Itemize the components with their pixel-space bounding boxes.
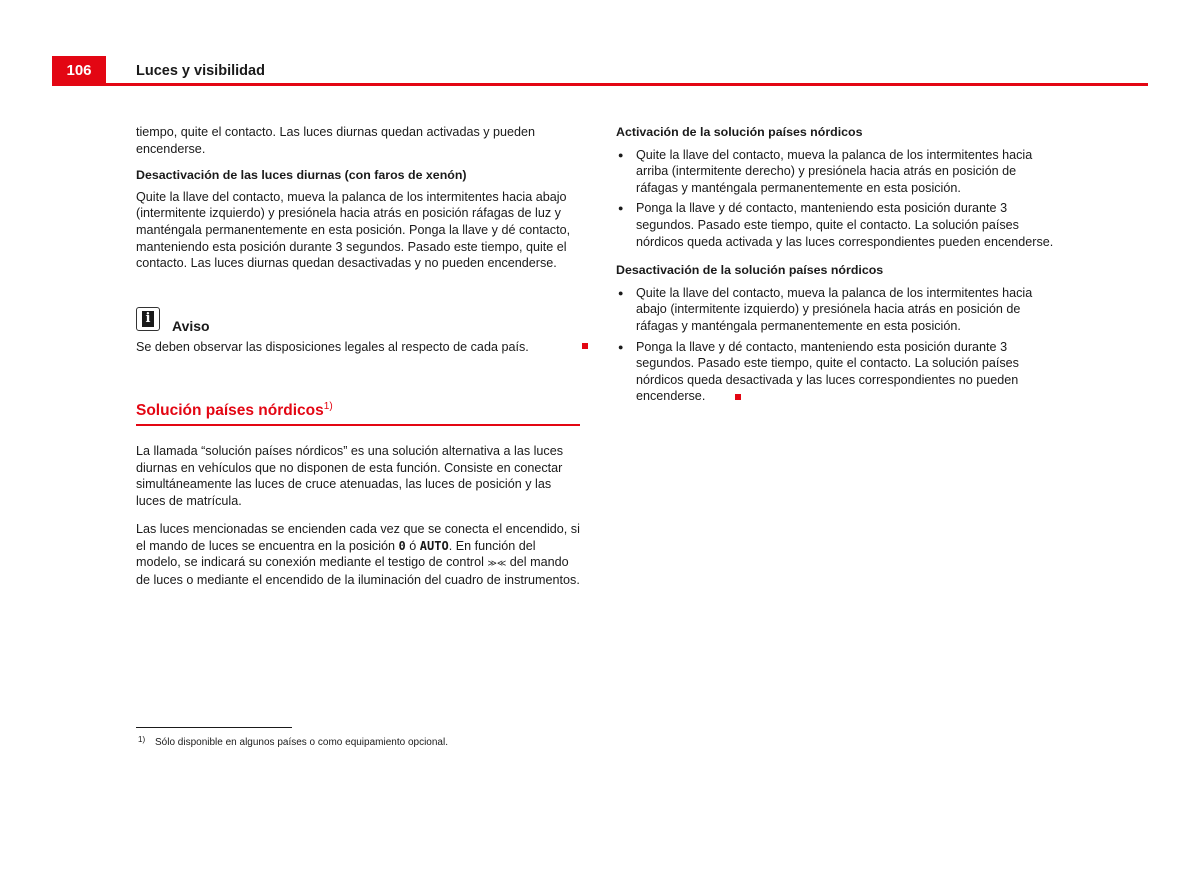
footnote-text: Sólo disponible en algunos países o como equipamiento opcional. (155, 737, 448, 748)
list-item-text: Ponga la llave y dé contacto, manteniendo esta posición durante 3 segundos. Pasado este tiempo, quite el contacto. La solución países nórdicos queda desactivada y las luces correspondientes no pueden encenderse. (636, 339, 1019, 404)
note-text: Se deben observar las disposiciones legales al respecto de cada país. (136, 340, 529, 354)
text: Las luces mencionadas se encienden cada vez que se conecta el encendido, si el mando de luces se encuentra en la posición (136, 522, 580, 553)
section-heading-text: Solución países nórdicos (136, 402, 324, 420)
end-of-section-square-icon (735, 394, 741, 400)
paragraph: Quite la llave del contacto, mueva la palanca de los intermitentes hacia abajo (intermitente izquierdo) y presiónela hacia atrás en posición ráfagas de luz y manténgala permanentemente en esta posición. Ponga la llave y dé contacto, manteniendo esta posición durante 3 segundos. Pasado este tiempo, quite el contacto. Las luces diurnas quedan desactivadas y no pueden encenderse. (136, 189, 571, 271)
sub-heading: Desactivación de las luces diurnas (con faros de xenón) (136, 168, 467, 183)
footnote-reference[interactable]: 1) (323, 401, 333, 412)
text: del mando de luces o mediante el encendido de la iluminación del cuadro de instrumentos. (136, 555, 580, 587)
list-item: ● Quite la llave del contacto, mueva la palanca de los intermitentes hacia arriba (intermitente derecho) y presiónela hacia atrás en posición de ráfagas y manténgala permanentemente en esta posición. (616, 147, 1056, 197)
section-heading (136, 401, 333, 420)
text: ó (405, 538, 420, 553)
sub-heading: Desactivación de la solución países nórdicos (616, 263, 884, 278)
right-column (616, 124, 1056, 405)
section-heading-rule (136, 424, 580, 426)
light-switch-position-auto: AUTO (419, 538, 449, 553)
footnote-rule (136, 727, 292, 728)
footnote-marker: 1) (138, 735, 146, 744)
header-rule (52, 83, 1148, 86)
paragraph: La llamada “solución países nórdicos” es una solución alternativa a las luces diurnas en vehículos que no disponen de esta función. Consiste en conectar simultáneamente las luces de cruce atenuadas, las luces de posición y las luces de matrícula. (136, 444, 564, 508)
text: . En función del modelo, se indicará su conexión mediante el testigo de control (136, 538, 536, 570)
end-of-section-square-icon (582, 343, 588, 349)
paragraph (136, 521, 580, 588)
left-column (136, 124, 578, 272)
list-item (616, 339, 1056, 405)
info-icon: i (136, 307, 160, 331)
paragraph: tiempo, quite el contacto. Las luces diurnas quedan activadas y pueden encenderse. (136, 125, 536, 156)
running-header-title: Luces y visibilidad (136, 63, 265, 79)
sub-heading: Activación de la solución países nórdicos (616, 125, 863, 139)
warning-lamp-icon: ≫≪ (487, 558, 507, 569)
light-switch-position-0: 0 (398, 538, 406, 553)
list-item: ● Quite la llave del contacto, mueva la palanca de los intermitentes hacia abajo (intermitente izquierdo) y presiónela hacia atrás en posición de ráfagas y manténgala permanentemente en esta posición. (616, 285, 1056, 335)
page-number: 106 (66, 62, 92, 79)
list-item: ● Ponga la llave y dé contacto, manteniendo esta posición durante 3 segundos. Pasado este tiempo, quite el contacto. La solución países nórdicos queda activada y las luces correspondientes pueden encenderse. (616, 200, 1056, 250)
note-title: Aviso (172, 318, 210, 334)
